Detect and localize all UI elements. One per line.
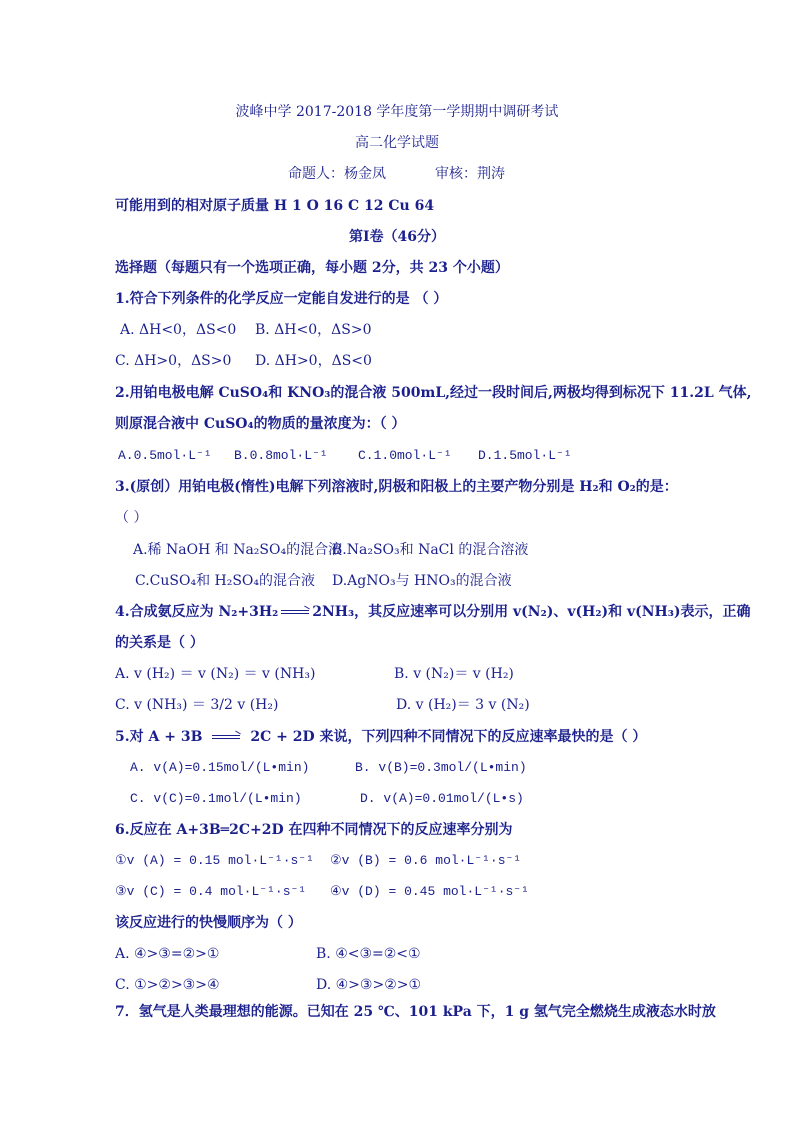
author-line: 命题人：杨金凤	[288, 166, 386, 182]
q5-stem	[115, 727, 646, 747]
q7-stem: 7．氢气是人类最理想的能源。已知在 25 ℃、101 kPa 下，1 g 氢气完全燃烧生成液态水时放	[115, 1004, 716, 1020]
q3-option-b: B.Na₂SO₃和 NaCl 的混合溶液	[332, 542, 529, 558]
q1-option-c: C. ΔH>0，ΔS>0	[115, 353, 232, 369]
q4-option-a: A. v (H₂) ＝ v (N₂) ＝ v (NH₃)	[115, 666, 316, 682]
q6-rate-2: ②v (B) = 0.6 mol·L⁻¹·s⁻¹	[330, 853, 522, 868]
q4-stem-part2: 2NH₃，其反应速率可以分别用 v(N₂)、v(H₂)和 v(NH₃)表示，正确	[312, 604, 751, 620]
q6-option-b: B. ④<③=②<①	[316, 946, 421, 962]
q3-stem-line2: （ ）	[115, 510, 148, 526]
q3-option-a: A.稀 NaOH 和 Na₂SO₄的混合液	[133, 542, 343, 558]
q6-rate-4: ④v (D) = 0.45 mol·L⁻¹·s⁻¹	[330, 884, 529, 899]
q6-option-d: D. ④>③>②>①	[316, 977, 422, 993]
q4-option-b: B. v (N₂)＝ v (H₂)	[394, 666, 514, 682]
reviewer-line: 审核：荆涛	[435, 166, 505, 182]
atomic-masses: 可能用到的相对原子质量 H 1 O 16 C 12 Cu 64	[115, 198, 435, 214]
q4-stem-part1: 4.合成氨反应为 N₂+3H₂	[115, 604, 279, 620]
q5-stem-part1: 5.对 A + 3B	[115, 729, 203, 745]
q2-stem-line2: 则原混合液中 CuSO₄的物质的量浓度为：（ ）	[115, 416, 406, 432]
q2-option-c: C.1.0mol·L⁻¹	[358, 448, 452, 463]
instruction: 选择题（每题只有一个选项正确，每小题 2分，共 23 个小题）	[115, 260, 509, 276]
q6-option-c: C. ①>②>③>④	[115, 977, 220, 993]
equilibrium-arrow-icon	[212, 733, 240, 741]
exam-title: 波峰中学 2017-2018 学年度第一学期期中调研考试	[235, 104, 559, 120]
q5-option-a: A. v(A)=0.15mol/(L•min)	[130, 760, 310, 775]
q6-stem-line2: 该反应进行的快慢顺序为（ ）	[115, 915, 302, 931]
exam-subtitle: 高二化学试题	[355, 135, 439, 151]
q2-stem-line1: 2.用铂电极电解 CuSO₄和 KNO₃的混合液 500mL,经过一段时间后,两极均得到标况下 11.2L 气体,	[115, 385, 752, 401]
q5-stem-part2: 2C + 2D 来说，下列四种不同情况下的反应速率最快的是（ ）	[250, 729, 647, 745]
q6-option-a: A. ④>③=②>①	[115, 946, 220, 962]
equilibrium-arrow-icon	[281, 608, 309, 616]
q1-option-d: D. ΔH>0，ΔS<0	[255, 353, 372, 369]
q4-option-d: D. v (H₂)＝ 3 v (N₂)	[396, 697, 530, 713]
q1-option-a: A. ΔH<0，ΔS<0	[120, 322, 237, 338]
q5-option-d: D. v(A)=0.01mol/(L•s)	[360, 791, 524, 806]
q3-option-d: D.AgNO₃与 HNO₃的混合液	[332, 573, 512, 589]
q1-option-b: B. ΔH<0，ΔS>0	[255, 322, 372, 338]
q6-stem: 6.反应在 A+3B═2C+2D 在四种不同情况下的反应速率分别为	[115, 822, 513, 838]
q2-option-b: B.0.8mol·L⁻¹	[234, 448, 328, 463]
q4-stem-line1	[115, 602, 751, 622]
q3-stem-line1: 3.(原创）用铂电极(惰性)电解下列溶液时,阴极和阳极上的主要产物分别是 H₂和 O₂的是：	[115, 479, 678, 495]
q6-rate-3: ③v (C) = 0.4 mol·L⁻¹·s⁻¹	[115, 884, 307, 899]
q2-option-a: A.0.5mol·L⁻¹	[118, 448, 212, 463]
q6-rate-1: ①v (A) = 0.15 mol·L⁻¹·s⁻¹	[115, 853, 314, 868]
section-title: 第Ⅰ卷（46分）	[348, 229, 446, 245]
q4-stem-line2: 的关系是（ ）	[115, 635, 204, 651]
q5-option-c: C. v(C)=0.1mol/(L•min)	[130, 791, 302, 806]
q4-option-c: C. v (NH₃) ＝ 3/2 v (H₂)	[115, 697, 279, 713]
q1-stem: 1.符合下列条件的化学反应一定能自发进行的是 （ ）	[115, 291, 448, 307]
q2-option-d: D.1.5mol·L⁻¹	[478, 448, 572, 463]
q5-option-b: B. v(B)=0.3mol/(L•min)	[355, 760, 527, 775]
q3-option-c: C.CuSO₄和 H₂SO₄的混合液	[135, 573, 316, 589]
